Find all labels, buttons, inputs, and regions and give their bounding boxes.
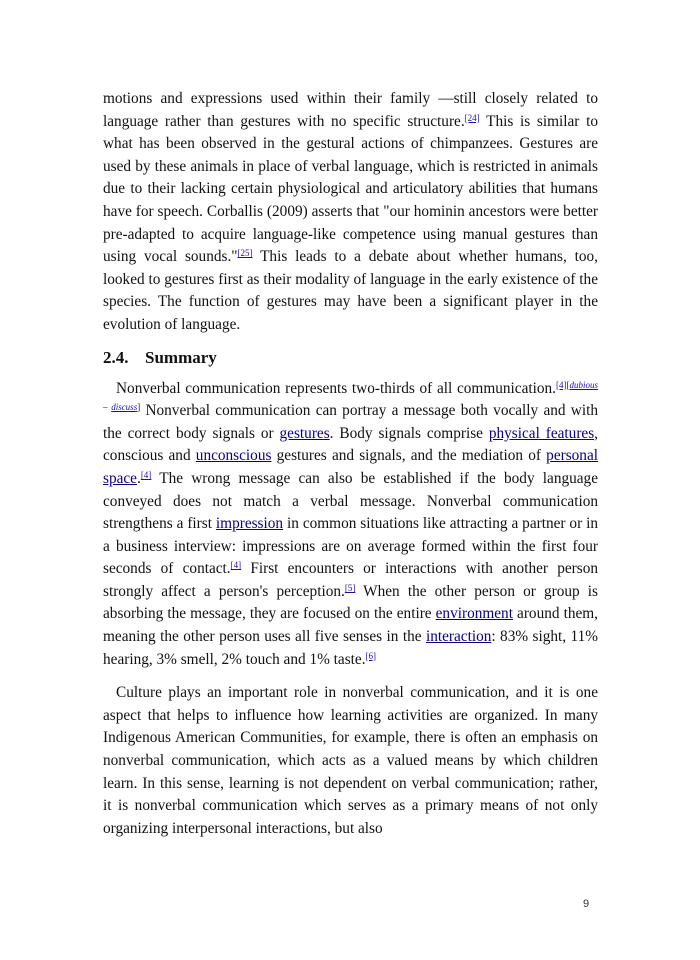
- text-run: .: [136, 469, 141, 487]
- text-run: around them, meaning the other person uses all five senses in the: [103, 605, 598, 646]
- text-run: Nonverbal communication can portray a message both vocally and with the correct body signals or: [103, 402, 598, 442]
- text-run: The wrong message can also be established if the body language conveyed does not match a verbal message. Nonverbal communication strengthens a first: [103, 469, 598, 533]
- citation-link[interactable]: [5]: [344, 582, 356, 593]
- citation-link[interactable]: [25]: [237, 248, 253, 259]
- text-run: When the other person or group is absorbing the message, they are focused on the entire: [103, 582, 598, 623]
- page-number: 9: [583, 898, 590, 910]
- citation-4b[interactable]: [141, 470, 152, 480]
- section-heading: [103, 346, 598, 370]
- paragraph-summary: [103, 378, 598, 672]
- link-impression[interactable]: impression: [215, 515, 284, 533]
- link-interaction[interactable]: interaction: [425, 628, 492, 646]
- link-gestures[interactable]: gestures: [279, 424, 330, 442]
- tag-bracket: ]: [137, 402, 141, 413]
- text-run: . Body signals comprise: [329, 424, 489, 442]
- text-run: This is similar to what has been observed in the gestural actions of chimpanzees. Gestures are used by these animals in place of verbal language, which is restricted in animals due to their lacking certain physiological and articulatory abilities that humans have for speech. Corballis (2009) asserts that "our hominin ancestors were better pre-adapted to acquire language-like competence using manual gestures than using vocal sounds.": [103, 112, 598, 266]
- citation-24[interactable]: [465, 113, 480, 123]
- text-run: , conscious and: [103, 424, 598, 465]
- document-page: [103, 88, 598, 840]
- link-personal-space[interactable]: personal space: [103, 447, 598, 487]
- link-environment[interactable]: environment: [435, 605, 513, 623]
- dubious-link[interactable]: dubious: [569, 379, 598, 390]
- text-run: First encounters or interactions with another person strongly affect a person's perception.: [103, 560, 598, 600]
- text-run: motions and expressions used within their family —still closely related to language rather than gestures with no specific structure.: [103, 90, 598, 130]
- paragraph-spacer: [103, 671, 598, 682]
- paragraph-gesture-evolution: [103, 88, 598, 337]
- citation-link[interactable]: [24]: [464, 112, 480, 123]
- text-run: gestures and signals, and the mediation of: [271, 447, 547, 465]
- tag-separator: –: [103, 402, 112, 413]
- text-run: in common situations like attracting a partner or in a business interview: impressions are on average formed within the first four seconds of contact.: [103, 515, 599, 578]
- citation-4[interactable]: [555, 379, 570, 390]
- section-number: 2.4.: [103, 347, 129, 367]
- citation-link[interactable]: [4]: [555, 379, 567, 390]
- citation-link[interactable]: [4]: [230, 560, 242, 571]
- section-title: Summary: [145, 347, 217, 367]
- citation-link[interactable]: [6]: [365, 650, 377, 661]
- tag-bracket: [: [566, 379, 570, 390]
- citation-4c[interactable]: [231, 560, 242, 570]
- paragraph-culture: Culture plays an important role in nonverbal communication, and it is one aspect that helps to influence how learning activities are organized. In many Indigenous American Communities, for example, there is often an emphasis on nonverbal communication, which acts as a valued means by which children learn. In this sense, learning is not dependent on verbal communication; rather, it is nonverbal communication which serves as a primary means of not only organizing interpersonal interactions, but also: [103, 684, 598, 837]
- link-unconscious[interactable]: unconscious: [195, 447, 272, 465]
- citation-6[interactable]: [366, 651, 377, 661]
- link-physical-features[interactable]: physical features: [488, 424, 595, 442]
- citation-5[interactable]: [345, 583, 356, 593]
- text-run: This leads to a debate about whether humans, too, looked to gestures first as their modality of language in the early existence of the species. The function of gestures may have been a significant player in the evolution of language.: [103, 248, 598, 333]
- citation-link[interactable]: [4]: [140, 469, 152, 480]
- text-run: Nonverbal communication represents two-thirds of all communication.: [116, 379, 556, 397]
- text-run: : 83% sight, 11% hearing, 3% smell, 2% touch and 1% taste.: [103, 628, 598, 668]
- discuss-link[interactable]: discuss: [111, 402, 138, 413]
- citation-25[interactable]: [238, 248, 253, 258]
